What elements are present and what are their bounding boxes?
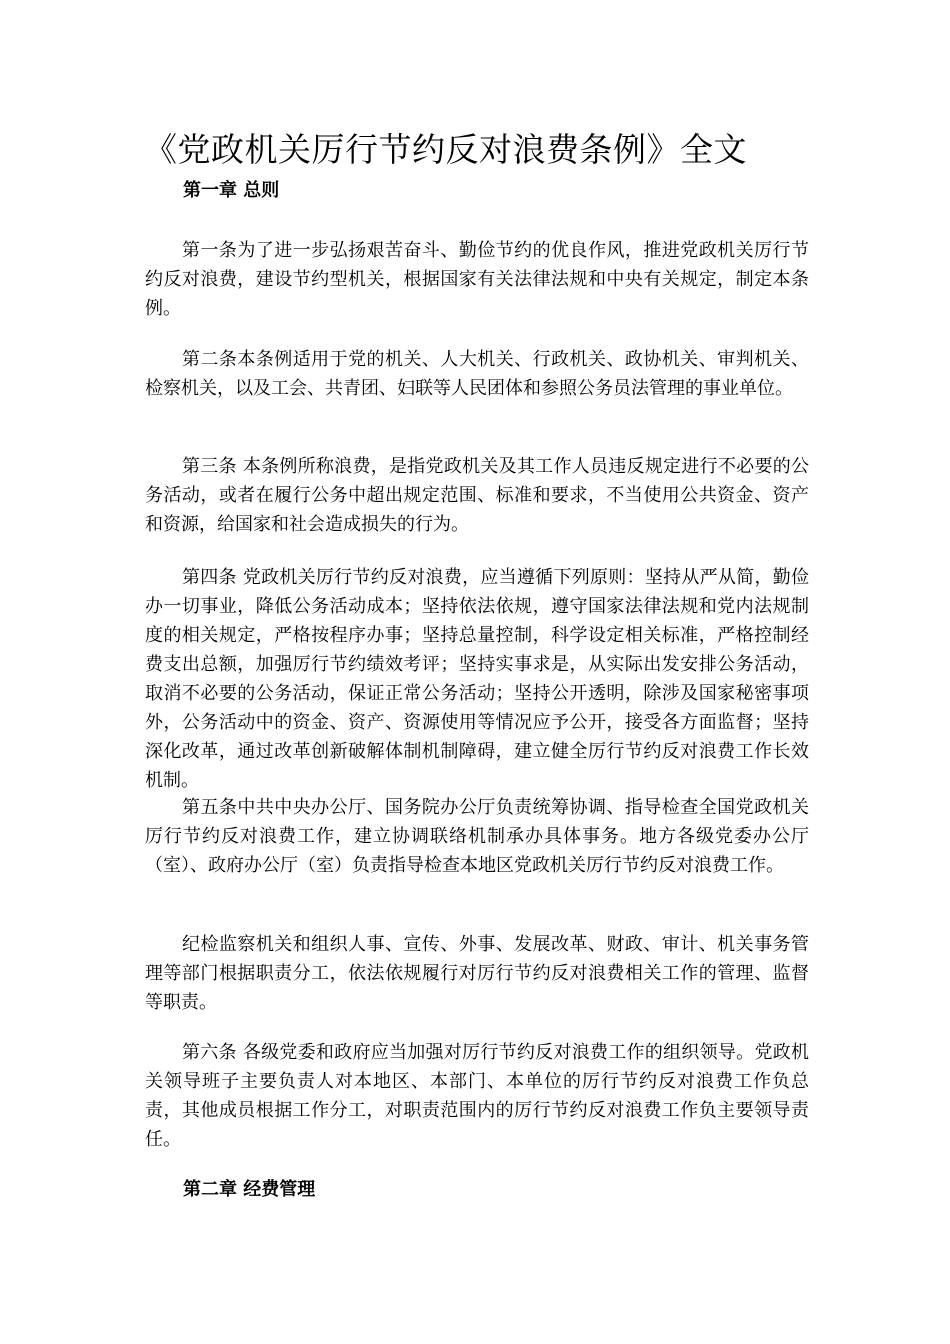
article-5-continuation-paragraph: 纪检监察机关和组织人事、宣传、外事、发展改革、财政、审计、机关事务管理等部门根据职责分工，依法依规履行对厉行节约反对浪费相关工作的管理、监督等职责。 bbox=[145, 934, 809, 1013]
article-6-paragraph: 第六条 各级党委和政府应当加强对厉行节约反对浪费工作的组织领导。党政机关领导班子主要负责人对本地区、本部门、本单位的厉行节约反对浪费工作负总责，其他成员根据工作分工，对职责范围内的厉行节约反对浪费工作负主要领导责任。 bbox=[145, 1042, 809, 1150]
article-5-paragraph: 第五条中共中央办公厅、国务院办公厅负责统筹协调、指导检查全国党政机关厉行节约反对浪费工作，建立协调联络机制承办具体事务。地方各级党委办公厅（室）、政府办公厅（室）负责指导检查本地区党政机关厉行节约反对浪费工作。 bbox=[145, 797, 809, 876]
chapter-heading: 第一章 总则 bbox=[183, 180, 280, 201]
article-1-paragraph: 第一条为了进一步弘扬艰苦奋斗、勤俭节约的优良作风，推进党政机关厉行节约反对浪费，建设节约型机关，根据国家有关法律法规和中央有关规定，制定本条例。 bbox=[145, 240, 809, 319]
article-3-paragraph: 第三条 本条例所称浪费，是指党政机关及其工作人员违反规定进行不必要的公务活动，或者在履行公务中超出规定范围、标准和要求，不当使用公共资金、资产和资源，给国家和社会造成损失的行为。 bbox=[145, 456, 809, 535]
document-title: 《党政机关厉行节约反对浪费条例》全文 bbox=[144, 130, 747, 169]
article-2-paragraph: 第二条本条例适用于党的机关、人大机关、行政机关、政协机关、审判机关、检察机关，以及工会、共青团、妇联等人民团体和参照公务员法管理的事业单位。 bbox=[145, 349, 809, 399]
chapter-heading: 第二章 经费管理 bbox=[183, 1179, 316, 1200]
article-4-paragraph: 第四条 党政机关厉行节约反对浪费，应当遵循下列原则：坚持从严从简，勤俭办一切事业，降低公务活动成本；坚持依法依规，遵守国家法律法规和党内法规制度的相关规定，严格按程序办事；坚持总量控制，科学设定相关标准，严格控制经费支出总额，加强厉行节约绩效考评；坚持实事求是，从实际出发安排公务活动，取消不必要的公务活动，保证正常公务活动；坚持公开透明，除涉及国家秘密事项外，公务活动中的资金、资产、资源使用等情况应予公开，接受各方面监督；坚持深化改革，通过改革创新破解体制机制障碍，建立健全厉行节约反对浪费工作长效机制。 bbox=[145, 567, 809, 791]
